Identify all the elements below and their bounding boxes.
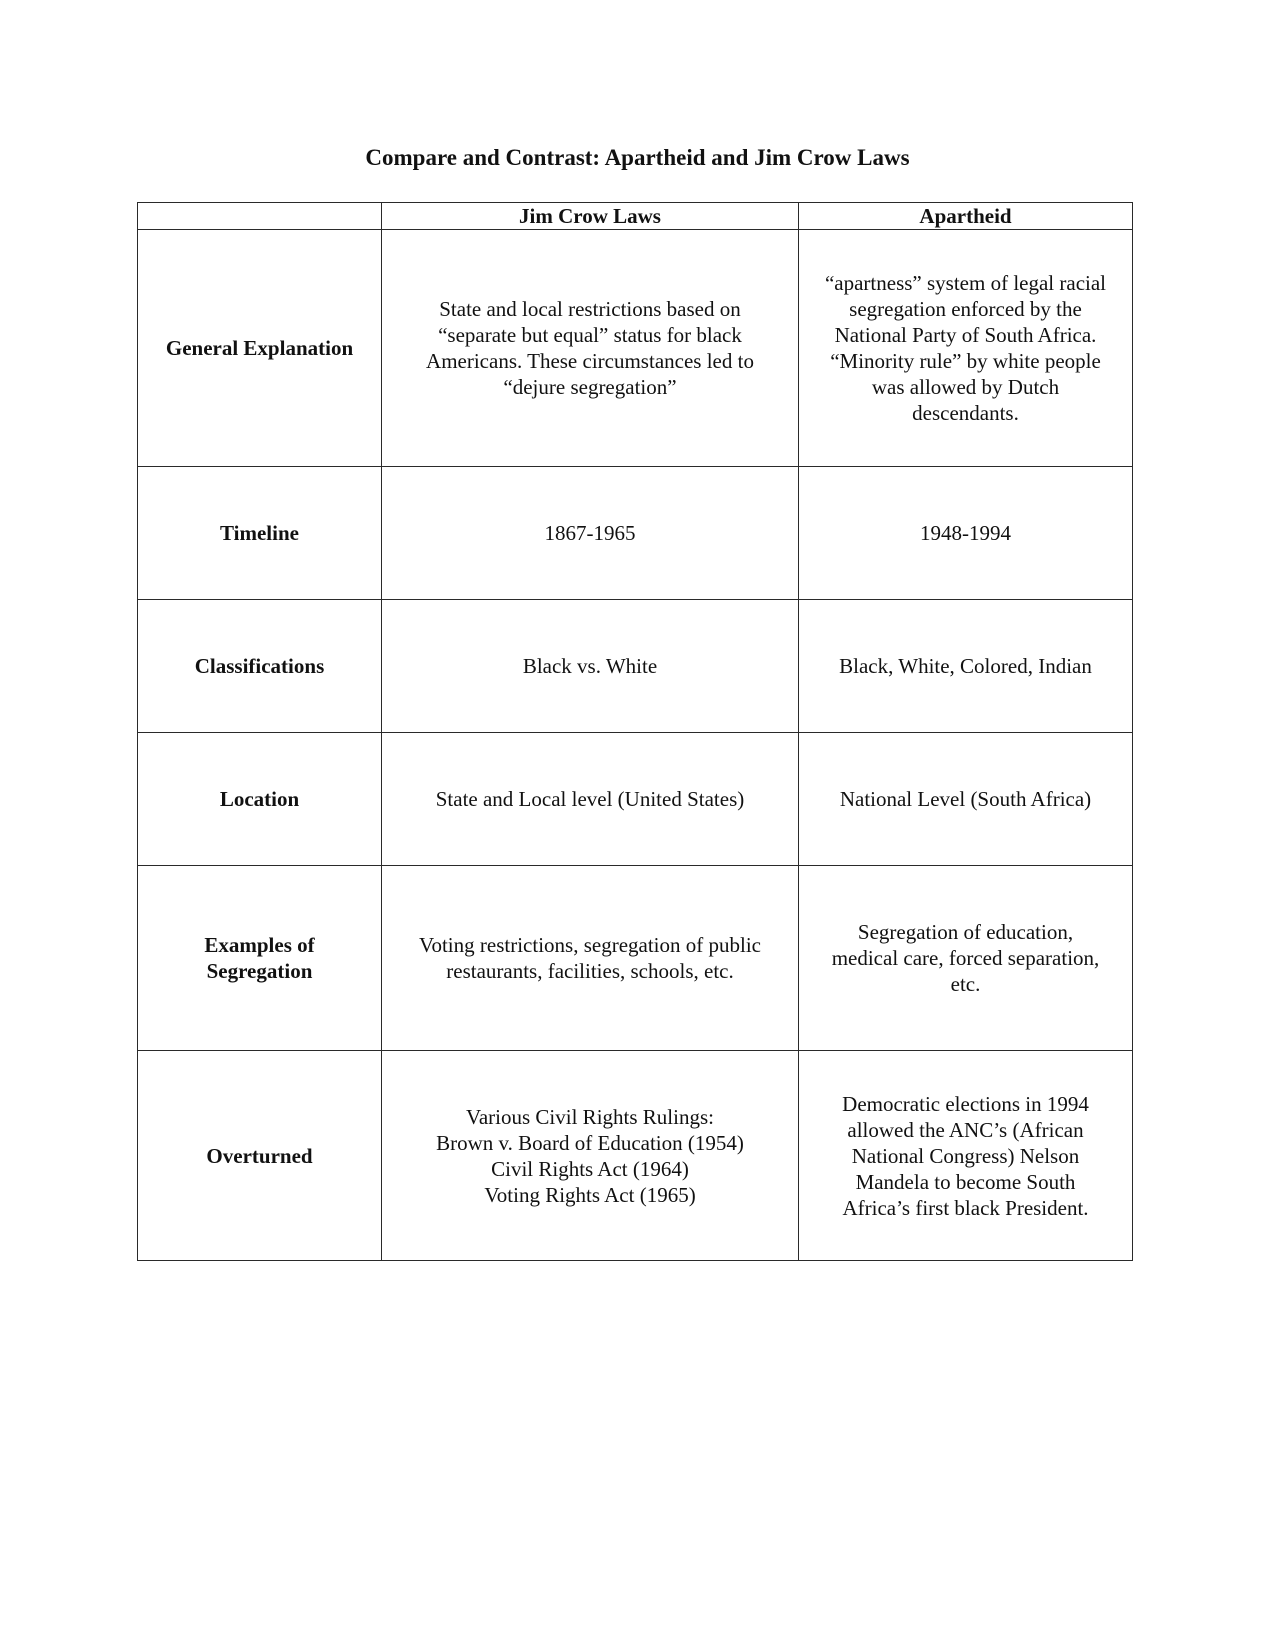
jim-crow-cell: State and local restrictions based on “separate but equal” status for black Americans. These circumstances led to “dejure segregation” <box>382 230 799 467</box>
table-row <box>138 230 1133 467</box>
header-empty-cell <box>138 203 382 230</box>
row-label-location: Location <box>138 733 382 866</box>
jim-crow-cell: Black vs. White <box>382 600 799 733</box>
apartheid-cell: “apartness” system of legal racial segregation enforced by the National Party of South Africa. “Minority rule” by white people was allowed by Dutch descendants. <box>799 230 1133 467</box>
jim-crow-cell: State and Local level (United States) <box>382 733 799 866</box>
comparison-table <box>137 202 1133 1261</box>
jim-crow-cell: 1867-1965 <box>382 467 799 600</box>
row-label-classifications: Classifications <box>138 600 382 733</box>
header-jim-crow-laws: Jim Crow Laws <box>382 203 799 230</box>
apartheid-cell: National Level (South Africa) <box>799 733 1133 866</box>
table-row <box>138 733 1133 866</box>
table-row <box>138 866 1133 1051</box>
table-row <box>138 1051 1133 1261</box>
jim-crow-cell: Various Civil Rights Rulings: Brown v. Board of Education (1954) Civil Rights Act (1964) Voting Rights Act (1965) <box>382 1051 799 1261</box>
jim-crow-cell: Voting restrictions, segregation of public restaurants, facilities, schools, etc. <box>382 866 799 1051</box>
table-row <box>138 467 1133 600</box>
row-label-examples-of-segregation: Examples of Segregation <box>138 866 382 1051</box>
row-label-timeline: Timeline <box>138 467 382 600</box>
header-apartheid: Apartheid <box>799 203 1133 230</box>
page-title: Compare and Contrast: Apartheid and Jim Crow Laws <box>365 145 910 170</box>
apartheid-cell: Democratic elections in 1994 allowed the ANC’s (African National Congress) Nelson Mandela to become South Africa’s first black President. <box>799 1051 1133 1261</box>
row-label-general-explanation: General Explanation <box>138 230 382 467</box>
apartheid-cell: 1948-1994 <box>799 467 1133 600</box>
table-row <box>138 600 1133 733</box>
apartheid-cell: Black, White, Colored, Indian <box>799 600 1133 733</box>
table-header-row <box>138 203 1133 230</box>
row-label-overturned: Overturned <box>138 1051 382 1261</box>
apartheid-cell: Segregation of education, medical care, forced separation, etc. <box>799 866 1133 1051</box>
